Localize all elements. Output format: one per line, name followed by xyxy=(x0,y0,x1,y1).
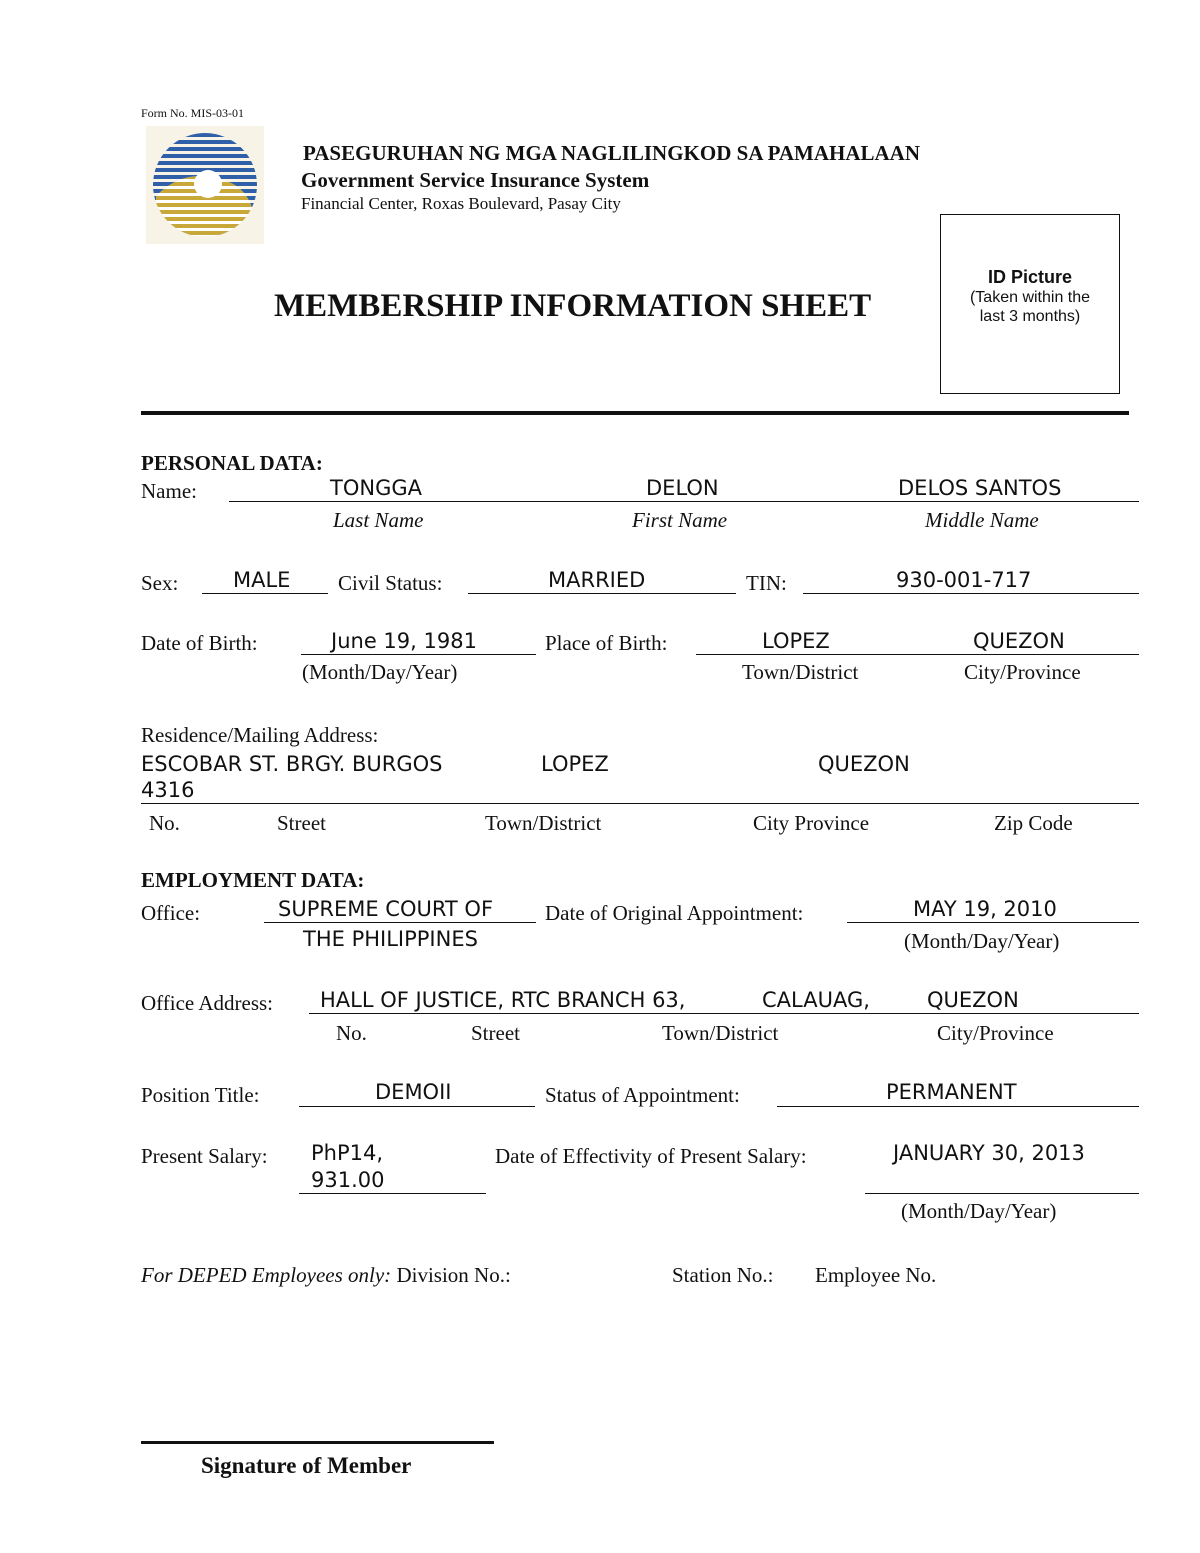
office-address-street-caption: Street xyxy=(471,1021,520,1045)
status-value: PERMANENT xyxy=(886,1080,1017,1104)
header-divider xyxy=(141,411,1129,415)
pob-town-value: LOPEZ xyxy=(762,629,830,653)
status-underline xyxy=(777,1106,1139,1107)
civil-status-value: MARRIED xyxy=(548,568,646,592)
doa-caption: (Month/Day/Year) xyxy=(904,929,1060,953)
tin-value: 930-001-717 xyxy=(896,568,1032,592)
office-address-underline xyxy=(309,1013,1139,1014)
dob-label: Date of Birth: xyxy=(141,631,258,655)
division-number-label: Division No.: xyxy=(396,1263,511,1287)
last-name-value: TONGGA xyxy=(330,476,422,500)
position-label: Position Title: xyxy=(141,1083,260,1107)
office-address-city-value: QUEZON xyxy=(927,988,1019,1012)
office-address-label: Office Address: xyxy=(141,991,273,1015)
address-zip-value: 4316 xyxy=(141,778,195,802)
personal-data-heading: PERSONAL DATA: xyxy=(141,451,323,475)
sex-underline xyxy=(202,593,328,594)
address-city-caption: City Province xyxy=(753,811,870,835)
sex-value: MALE xyxy=(233,568,291,592)
employee-number-label: Employee No. xyxy=(815,1263,937,1287)
doa-value: MAY 19, 2010 xyxy=(913,897,1057,921)
salary-value-line1: PhP14, xyxy=(311,1141,384,1165)
id-picture-note-1: (Taken within the xyxy=(969,289,1091,306)
tin-label: TIN: xyxy=(746,571,787,595)
office-value-line1: SUPREME COURT OF xyxy=(278,897,494,921)
salary-date-label: Date of Effectivity of Present Salary: xyxy=(495,1144,807,1168)
office-label: Office: xyxy=(141,901,201,925)
station-number-label: Station No.: xyxy=(672,1263,774,1287)
first-name-caption: First Name xyxy=(632,508,728,532)
agency-english-name: Government Service Insurance System xyxy=(301,168,650,192)
address-town-caption: Town/District xyxy=(485,811,602,835)
salary-date-underline xyxy=(865,1193,1139,1194)
pob-city-value: QUEZON xyxy=(973,629,1065,653)
office-address-town-caption: Town/District xyxy=(662,1021,779,1045)
id-picture-box xyxy=(940,214,1120,394)
employment-data-heading: EMPLOYMENT DATA: xyxy=(141,868,365,892)
position-value: DEMOII xyxy=(375,1080,452,1104)
pob-label: Place of Birth: xyxy=(545,631,668,655)
position-underline xyxy=(299,1106,535,1107)
office-underline xyxy=(264,922,536,923)
last-name-caption: Last Name xyxy=(333,508,424,532)
pob-city-caption: City/Province xyxy=(964,660,1081,684)
civil-status-label: Civil Status: xyxy=(338,571,443,595)
office-address-street-value: HALL OF JUSTICE, RTC BRANCH 63, xyxy=(320,988,686,1012)
salary-underline xyxy=(299,1193,486,1194)
id-picture-label: ID Picture xyxy=(987,267,1073,287)
dob-value: June 19, 1981 xyxy=(331,629,477,653)
salary-label: Present Salary: xyxy=(141,1144,268,1168)
salary-date-caption: (Month/Day/Year) xyxy=(901,1199,1057,1223)
agency-address: Financial Center, Roxas Boulevard, Pasay City xyxy=(301,194,621,213)
middle-name-value: DELOS SANTOS xyxy=(898,476,1062,500)
doa-underline xyxy=(847,922,1139,923)
address-zip-caption: Zip Code xyxy=(994,811,1073,835)
address-street-value: ESCOBAR ST. BRGY. BURGOS xyxy=(141,752,443,776)
pob-town-caption: Town/District xyxy=(742,660,859,684)
gsis-logo xyxy=(146,126,264,244)
middle-name-caption: Middle Name xyxy=(925,508,1039,532)
dob-underline xyxy=(301,654,536,655)
deped-prefix: For DEPED Employees only: xyxy=(141,1263,392,1287)
dob-caption: (Month/Day/Year) xyxy=(302,660,458,684)
name-underline xyxy=(229,501,1139,502)
page-title: MEMBERSHIP INFORMATION SHEET xyxy=(274,288,872,324)
address-label: Residence/Mailing Address: xyxy=(141,723,379,747)
pob-underline xyxy=(696,654,1139,655)
address-street-caption: Street xyxy=(277,811,326,835)
salary-value-line2: 931.00 xyxy=(311,1168,385,1192)
address-town-value: LOPEZ xyxy=(541,752,609,776)
first-name-value: DELON xyxy=(646,476,719,500)
id-picture-note-2: last 3 months) xyxy=(979,308,1081,325)
office-address-city-caption: City/Province xyxy=(937,1021,1054,1045)
signature-label: Signature of Member xyxy=(201,1453,412,1478)
office-value-line2: THE PHILIPPINES xyxy=(303,927,478,951)
civil-status-underline xyxy=(468,593,736,594)
salary-date-value: JANUARY 30, 2013 xyxy=(893,1141,1085,1165)
deped-line xyxy=(141,1263,511,1288)
address-underline xyxy=(141,803,1139,804)
signature-line xyxy=(141,1441,494,1444)
form-number: Form No. MIS-03-01 xyxy=(141,106,245,120)
office-address-town-value: CALAUAG, xyxy=(762,988,870,1012)
tin-underline xyxy=(803,593,1139,594)
doa-label: Date of Original Appointment: xyxy=(545,901,804,925)
agency-tagalog-name: PASEGURUHAN NG MGA NAGLILINGKOD SA PAMAHALAAN xyxy=(303,141,920,165)
name-label: Name: xyxy=(141,479,197,503)
office-address-no-caption: No. xyxy=(336,1021,367,1045)
address-no-caption: No. xyxy=(149,811,180,835)
status-label: Status of Appointment: xyxy=(545,1083,740,1107)
sex-label: Sex: xyxy=(141,571,179,595)
address-city-value: QUEZON xyxy=(818,752,910,776)
